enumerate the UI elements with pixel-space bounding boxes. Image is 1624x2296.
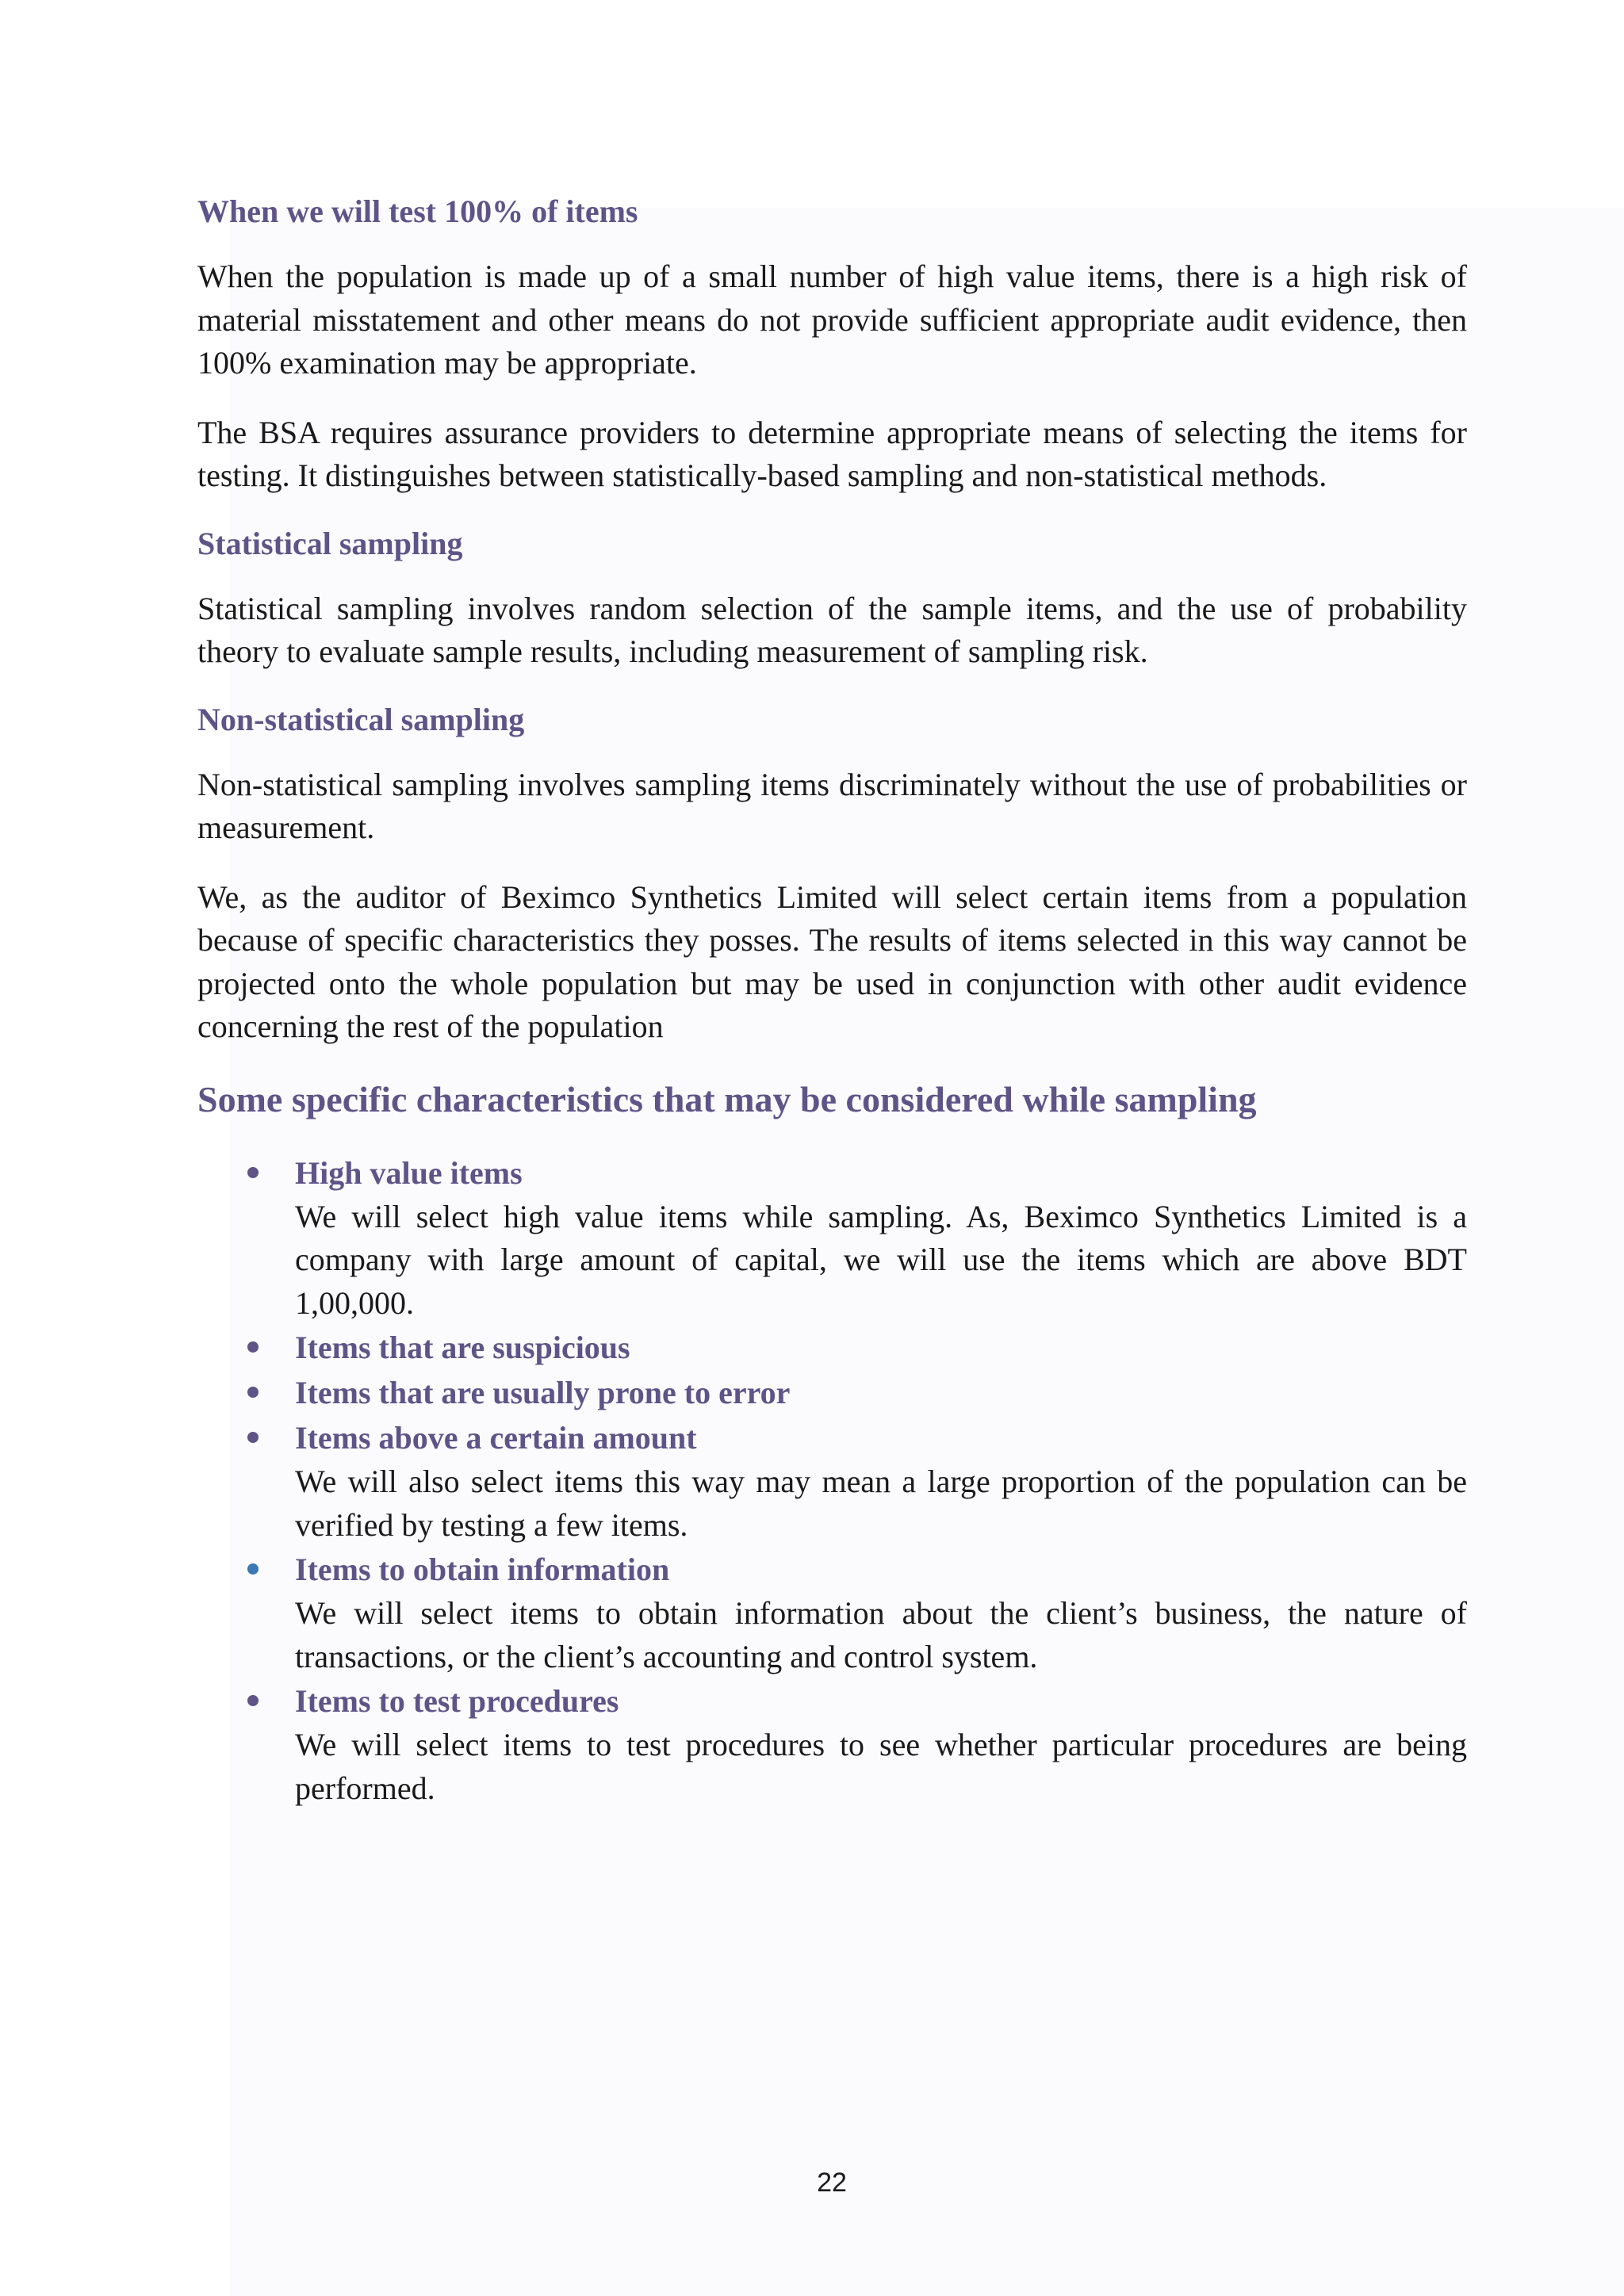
- paragraph-non-statistical-sampling: Non-statistical sampling involves sampling items discriminately without the use of probabilities or measurement.: [197, 766, 1467, 845]
- list-item: [197, 1325, 1467, 1370]
- heading-non-statistical-sampling: Non-statistical sampling: [197, 701, 525, 737]
- list-item: [197, 1547, 1467, 1678]
- heading-specific-characteristics: Some specific characteristics that may be considered while sampling: [197, 1078, 1257, 1119]
- bullet-icon: [247, 1167, 259, 1178]
- list-item-text: We will select items to test procedures to see whether particular procedures are being performed.: [295, 1727, 1467, 1806]
- bullet-icon: [247, 1387, 259, 1398]
- paragraph-test-100-percent: When the population is made up of a small number of high value items, there is a high risk of material misstatement and other means do not provide sufficient appropriate audit evidence, then 100% examination may be appropriate.: [197, 258, 1467, 381]
- list-item-title: Items to obtain information: [295, 1552, 670, 1587]
- heading-statistical-sampling: Statistical sampling: [197, 525, 463, 561]
- list-item-title: Items to test procedures: [295, 1683, 619, 1719]
- bullet-icon: [247, 1432, 259, 1443]
- list-item-title: Items above a certain amount: [295, 1420, 697, 1456]
- bullet-icon: [247, 1563, 259, 1575]
- list-item-title: Items that are suspicious: [295, 1330, 630, 1365]
- page-number: 22: [817, 2168, 847, 2198]
- document-body: [197, 190, 1467, 1810]
- list-item: [197, 1150, 1467, 1326]
- list-item: [197, 1415, 1467, 1547]
- bullet-icon: [247, 1341, 259, 1353]
- paragraph-auditor: We, as the auditor of Beximco Synthetics Limited will select certain items from a population because of specific characteristics they posses. The results of items selected in this way cannot be projected onto the whole population but may be used in conjunction with other audit evidence concerning the rest of the population: [197, 878, 1467, 1044]
- list-item: [197, 1678, 1467, 1810]
- bullet-icon: [247, 1695, 259, 1706]
- list-item-text: We will select high value items while sampling. As, Beximco Synthetics Limited is a company with large amount of capital, we will use the items which are above BDT 1,00,000.: [295, 1198, 1467, 1321]
- characteristics-list: [197, 1150, 1467, 1811]
- list-item-text: We will also select items this way may mean a large proportion of the population can be verified by testing a few items.: [295, 1464, 1467, 1543]
- heading-test-100-percent: When we will test 100% of items: [197, 193, 638, 229]
- list-item-title: Items that are usually prone to error: [295, 1375, 791, 1410]
- list-item-title: High value items: [295, 1154, 523, 1191]
- paragraph-bsa: The BSA requires assurance providers to determine appropriate means of selecting the items for testing. It distinguishes between statistically-based sampling and non-statistical methods.: [197, 414, 1467, 493]
- list-item-text: We will select items to obtain information about the client’s business, the nature of transactions, or the client’s accounting and control system.: [295, 1595, 1467, 1674]
- paragraph-statistical-sampling: Statistical sampling involves random selection of the sample items, and the use of probability theory to evaluate sample results, including measurement of sampling risk.: [197, 590, 1467, 669]
- list-item: [197, 1370, 1467, 1415]
